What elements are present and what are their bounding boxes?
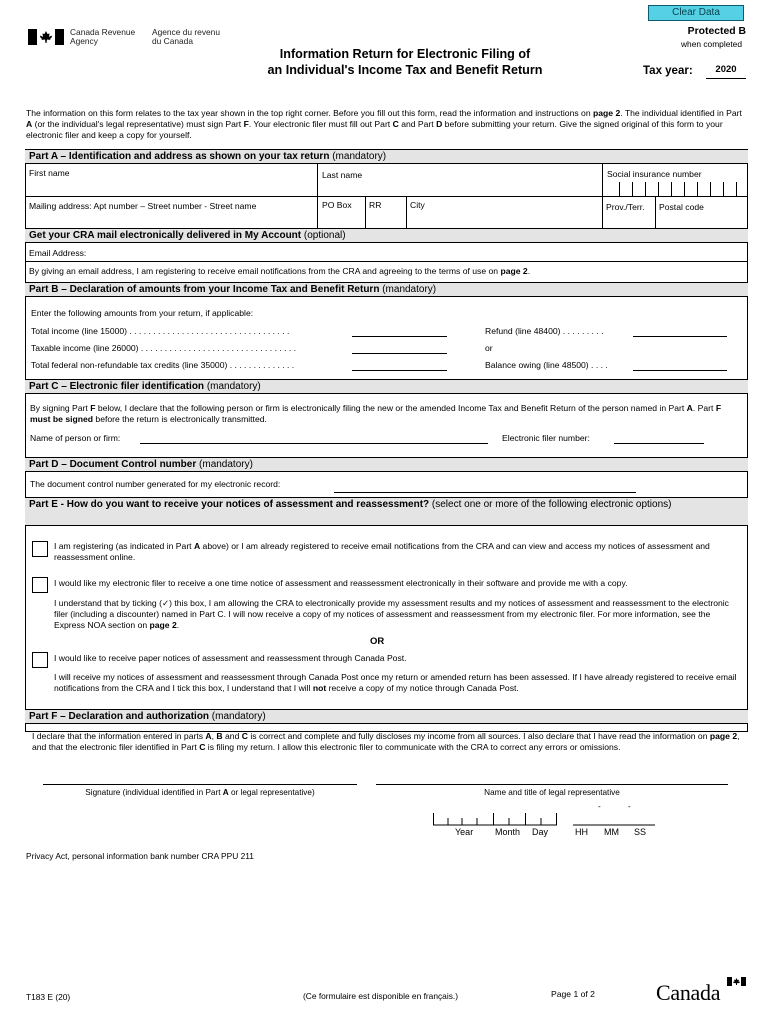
option-paper-checkbox[interactable] <box>32 652 48 668</box>
option-efiler-checkbox[interactable] <box>32 577 48 593</box>
refund-label: Refund (line 48400) . . . . . . . . . <box>485 326 604 336</box>
when-completed-label: when completed <box>681 39 742 49</box>
or-separator: OR <box>370 636 385 647</box>
part-c-header: Part C – Electronic filer identification (mandatory) <box>25 379 748 394</box>
canada-wordmark: Canada <box>656 980 721 1005</box>
protected-label: Protected B <box>687 26 746 37</box>
part-e-header: Part E - How do you want to receive your notices of assessment and reassessment? (select one or more of the following electronic options) <box>25 497 748 526</box>
form-identifier: T183 E (20) <box>26 992 71 1002</box>
last-name-label: Last name <box>322 170 363 180</box>
minute-label: MM <box>604 827 619 837</box>
form-title: Information Return for Electronic Filing of an Individual's Income Tax and Benefit Return <box>267 47 543 77</box>
page-number: Page 1 of 2 <box>551 989 595 999</box>
svg-text:-: - <box>628 803 631 811</box>
part-f-declaration: I declare that the information entered in parts A, B and C is correct and complete and fully discloses my income from all sources. I also declare that I have read the information on page 2, and that the electronic filer identified in Part C is filing my return. I allow this electronic filer to communicate with the CRA to correct any errors or omissions. <box>32 731 740 752</box>
option-efiler-detail: I understand that by ticking (✓) this box, I am allowing the CRA to electronically provide my assessment results and my notices of assessment and reassessment to the electronic filer (including a discounter) named in Part C. I will now receive a copy of my notices of assessment and reassessment from my electronic filer. For more information, see the Express NOA section on page 2. <box>54 598 729 630</box>
po-box-label: PO Box <box>322 200 352 210</box>
mailing-address-label: Mailing address: Apt number – Street number - Street name <box>29 201 257 211</box>
month-label: Month <box>495 827 521 837</box>
tax-credits-input[interactable] <box>352 370 447 371</box>
representative-name-line[interactable] <box>376 784 728 785</box>
part-a-header: Part A – Identification and address as shown on your tax return (mandatory) <box>25 149 748 164</box>
taxable-income-label: Taxable income (line 26000) . . . . . . . . . . . . . . . . . . . . . . . . . . . . . . . . . <box>31 343 297 353</box>
part-b-intro: Enter the following amounts from your return, if applicable: <box>31 308 254 318</box>
part-b-header: Part B – Declaration of amounts from your Income Tax and Benefit Return (mandatory) <box>25 282 748 297</box>
svg-text:-: - <box>598 803 601 811</box>
taxable-income-input[interactable] <box>352 353 447 354</box>
signature-line[interactable] <box>43 784 357 785</box>
intro-paragraph: The information on this form relates to the tax year shown in the top right corner. Before you fill out this form, read the information and instructions on page 2. The individual identified in Part A (or the individual's legal representative) must sign Part F. Your electronic filer must fill out Part C and Part D before submitting your return. Give the signed original of this form to your electronic filer and keep a copy for yourself. <box>26 108 742 140</box>
option-paper-text: I would like to receive paper notices of assessment and reassessment through Canada Post. <box>54 653 407 663</box>
efiler-number-label: Electronic filer number: <box>502 433 590 443</box>
tax-year-field[interactable]: 2020 <box>706 62 746 79</box>
mailing-address-input[interactable] <box>26 212 317 228</box>
rr-input[interactable] <box>366 212 406 228</box>
signature-label: Signature (individual identified in Part A or legal representative) <box>85 788 315 797</box>
postal-code-label: Postal code <box>659 202 704 212</box>
po-box-input[interactable] <box>318 212 365 228</box>
rr-label: RR <box>369 200 382 210</box>
email-consent-text: By giving an email address, I am registering to receive email notifications from the CRA and agreeing to the terms of use on page 2. <box>29 266 531 276</box>
refund-input[interactable] <box>633 336 727 337</box>
city-label: City <box>410 200 425 210</box>
efiler-number-input[interactable] <box>614 443 704 444</box>
tax-year-label: Tax year: <box>643 65 693 77</box>
tax-credits-label: Total federal non-refundable tax credits (line 35000) . . . . . . . . . . . . . . <box>31 360 295 370</box>
date-time-field[interactable] <box>433 803 659 827</box>
part-f-header: Part F – Declaration and authorization (mandatory) <box>25 709 748 724</box>
canada-flag-icon <box>28 29 64 45</box>
postal-code-input[interactable] <box>656 212 747 228</box>
option-email-checkbox[interactable] <box>32 541 48 557</box>
first-name-label: First name <box>29 168 70 178</box>
option-email-text: I am registering (as indicated in Part A above) or I am already registered to receive email notifications from the CRA and can view and access my notices of assessment and reassessment online. <box>54 541 710 562</box>
agency-name-en: Canada Revenue Agency <box>70 27 136 46</box>
filer-name-input[interactable] <box>140 443 488 444</box>
last-name-input[interactable] <box>318 180 602 196</box>
second-label: SS <box>634 827 647 837</box>
dcn-label: The document control number generated for my electronic record: <box>30 479 281 489</box>
french-availability-note: (Ce formulaire est disponible en français.) <box>303 991 459 1001</box>
city-input[interactable] <box>407 212 602 228</box>
sin-input[interactable] <box>619 182 737 196</box>
or-label: or <box>485 343 493 353</box>
total-income-label: Total income (line 15000) . . . . . . . . . . . . . . . . . . . . . . . . . . . . . . . . . . <box>31 326 290 336</box>
filer-name-label: Name of person or firm: <box>30 433 121 443</box>
year-label: Year <box>455 827 474 837</box>
day-label: Day <box>532 827 549 837</box>
part-d-header: Part D – Document Control number (mandatory) <box>25 457 748 472</box>
province-input[interactable] <box>603 212 655 228</box>
part-c-text: By signing Part F below, I declare that the following person or firm is electronically filing the new or the amended Income Tax and Benefit Return of the person named in Part A. Part F must be signed before the return is electronically transmitted. <box>30 403 722 424</box>
first-name-input[interactable] <box>26 178 317 195</box>
email-address-label: Email Address: <box>29 248 87 258</box>
agency-name-fr: Agence du revenu du Canada <box>152 27 220 46</box>
privacy-act-note: Privacy Act, personal information bank number CRA PPU 211 <box>26 851 254 861</box>
total-income-input[interactable] <box>352 336 447 337</box>
sin-label: Social insurance number <box>607 169 702 179</box>
province-label: Prov./Terr. <box>606 202 645 212</box>
dcn-input[interactable] <box>334 492 636 493</box>
email-section-header: Get your CRA mail electronically delivered in My Account (optional) <box>25 228 748 243</box>
canada-wordmark-flag-icon <box>727 977 746 986</box>
representative-label: Name and title of legal representative <box>484 788 620 797</box>
option-paper-detail: I will receive my notices of assessment and reassessment through Canada Post once my return or amended return has been assessed. If I have already registered to receive email notifications from the CRA and I tick this box, I understand that I will not receive a copy of my notice through Canada Post. <box>54 672 737 693</box>
clear-data-button[interactable]: Clear Data <box>648 5 744 21</box>
hour-label: HH <box>575 827 588 837</box>
option-efiler-text: I would like my electronic filer to receive a one time notice of assessment and reassessment electronically in their software and provide me with a copy. <box>54 578 628 588</box>
balance-owing-input[interactable] <box>633 370 727 371</box>
balance-owing-label: Balance owing (line 48500) . . . . <box>485 360 608 370</box>
email-address-input[interactable] <box>100 245 745 260</box>
